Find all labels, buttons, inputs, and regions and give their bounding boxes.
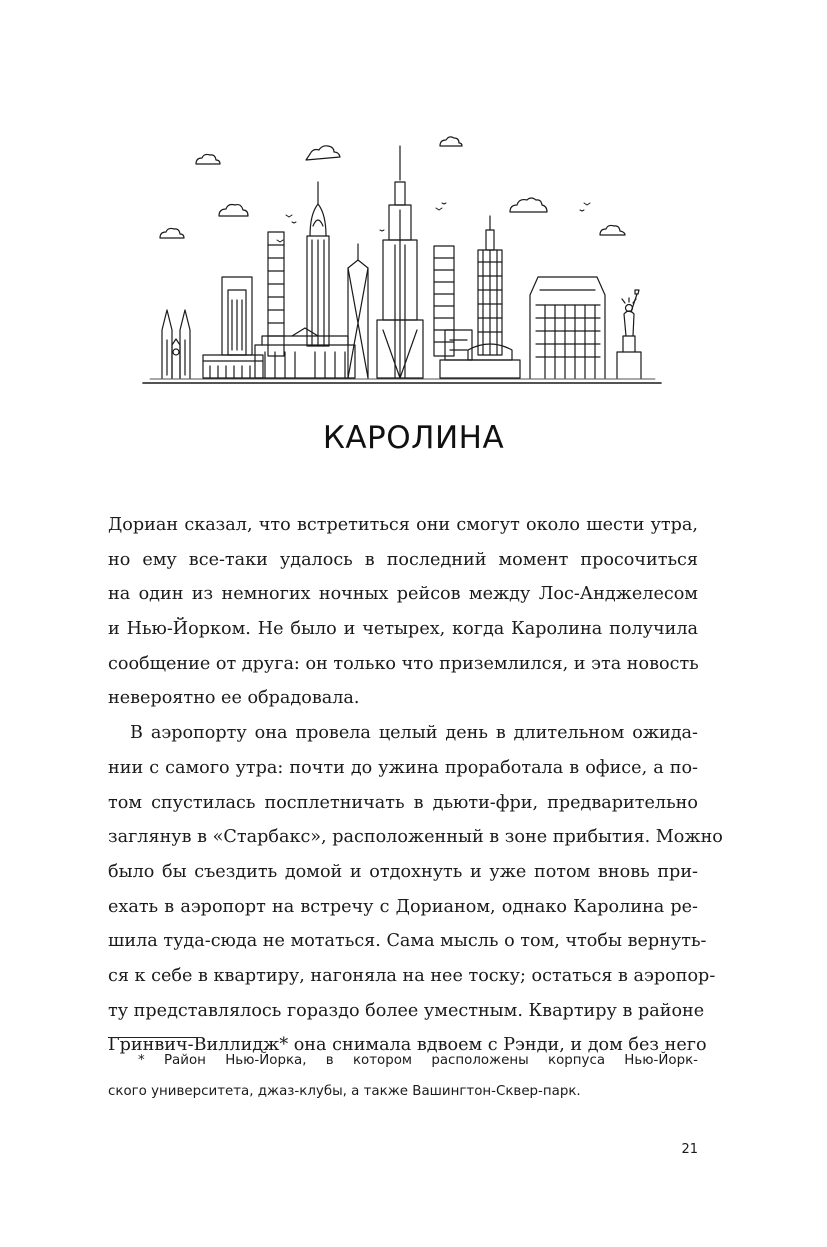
body-text xyxy=(108,508,723,1063)
body-line: шила туда-сюда не мотаться. Сама мысль о том, чтобы вернуть- xyxy=(108,931,707,952)
chapter-title: КАРОЛИНА xyxy=(322,420,505,456)
body-line: ся к себе в квартиру, нагоняла на нее тоску; остаться в аэропор- xyxy=(108,965,716,986)
body-line: ехать в аэропорт на встречу с Дорианом, однако Каролина ре- xyxy=(108,896,698,917)
page-number: 21 xyxy=(681,1142,698,1157)
body-line: и Нью-Йорком. Не было и четырех, когда Каролина получила xyxy=(108,619,698,640)
body-line: но ему все-таки удалось в последний момент просочиться xyxy=(108,549,698,570)
body-line: сообщение от друга: он только что приземлился, и эта новость xyxy=(108,653,699,674)
footnote-divider xyxy=(108,1037,198,1038)
body-line: Гринвич-Виллидж* она снимала вдвоем с Рэнди, и дом без него xyxy=(108,1035,707,1056)
body-line: на один из немногих ночных рейсов между Лос-Анджелесом xyxy=(108,584,698,605)
body-line: было бы съездить домой и отдохнуть и уже потом вновь при- xyxy=(108,861,698,882)
footnote xyxy=(108,1045,698,1107)
body-line: невероятно ее обрадовала. xyxy=(108,688,360,709)
skyline-illustration xyxy=(130,120,690,395)
body-line: ту представлялось гораздо более уместным. Квартиру в районе xyxy=(108,1000,705,1021)
footnote-line: * Район Нью-Йорка, в котором расположены корпуса Нью-Йорк- xyxy=(138,1053,698,1068)
body-line: Дориан сказал, что встретиться они смогут около шести утра, xyxy=(108,515,698,535)
body-line: нии с самого утра: почти до ужина проработала в офисе, а по- xyxy=(108,757,698,778)
body-line: заглянув в «Старбакс», расположенный в зоне прибытия. Можно xyxy=(108,827,723,848)
body-line: В аэропорту она провела целый день в длительном ожида- xyxy=(130,723,698,744)
cloud-icon xyxy=(160,137,625,238)
footnote-line: ского университета, джаз-клубы, а также Вашингтон-Сквер-парк. xyxy=(108,1084,581,1099)
body-line: том спустилась посплетничать в дьюти-фри, предварительно xyxy=(108,792,698,813)
